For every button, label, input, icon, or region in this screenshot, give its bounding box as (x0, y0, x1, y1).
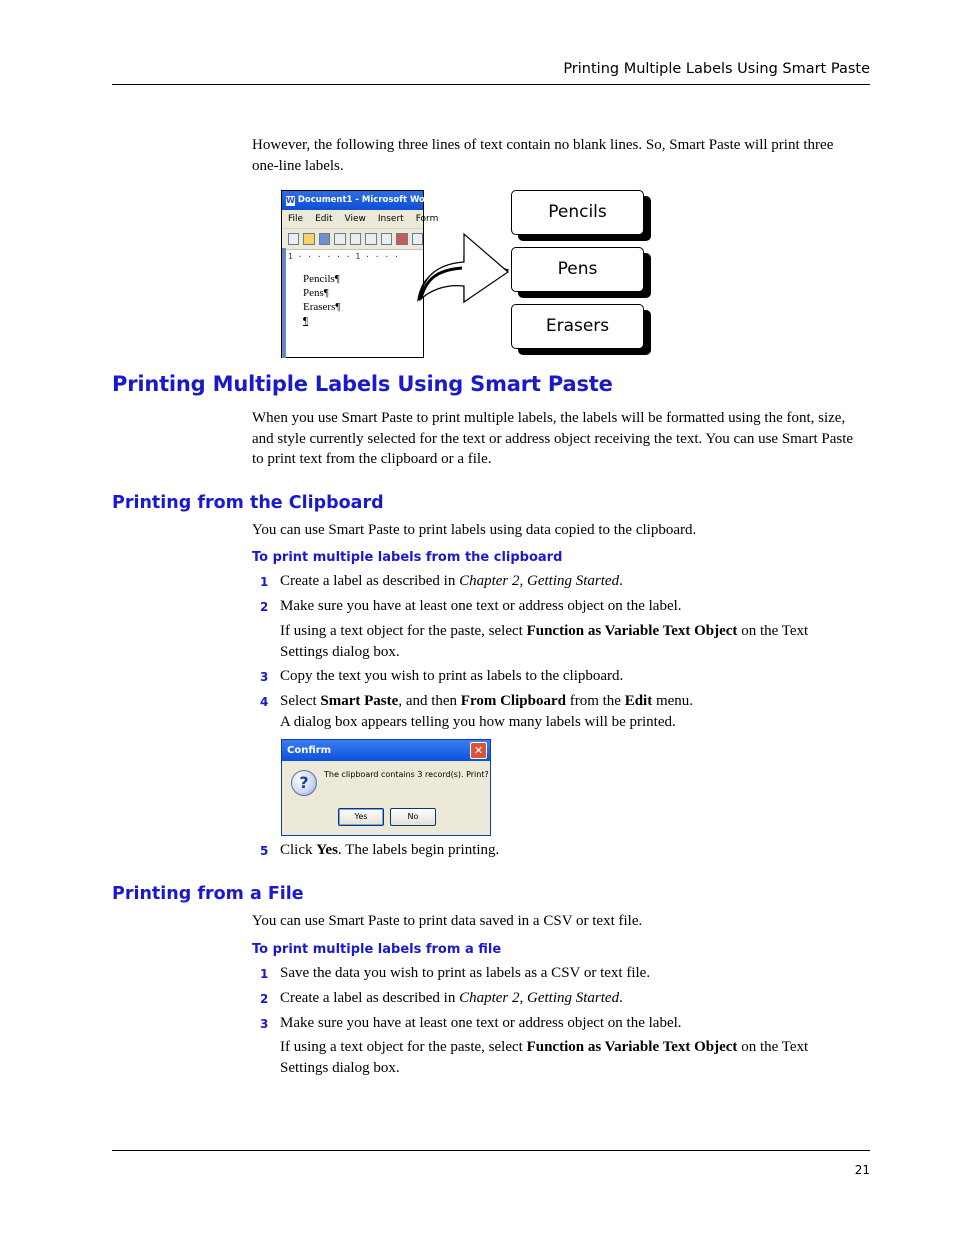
heading-printing-from-clipboard: Printing from the Clipboard (112, 493, 384, 513)
clipboard-step-2-note: If using a text object for the paste, select Function as Variable Text Object on the Text Settings dialog box. (280, 623, 809, 660)
dialog-title: Confirm (282, 740, 490, 761)
step-text: Save the data you wish to print as labels as a CSV or text file. (280, 965, 651, 981)
open-folder-icon (303, 233, 314, 245)
confirm-dialog-screenshot (281, 739, 491, 836)
word-document-area (282, 272, 423, 328)
word-titlebar (282, 191, 423, 210)
step-text: Make sure you have at least one text or address object on the label. (280, 1015, 682, 1031)
step-number: 3 (260, 1017, 269, 1031)
label-card-pencils: Pencils (511, 190, 644, 235)
word-window-screenshot (281, 190, 439, 358)
step-number: 2 (260, 992, 269, 1006)
word-menu-insert: Insert (377, 214, 404, 224)
print-preview-icon (365, 233, 376, 245)
label-card-erasers: Erasers (511, 304, 644, 349)
step-text: Create a label as described in Chapter 2, Getting Started. (280, 573, 623, 589)
chapter-reference: Chapter 2, Getting Started (459, 990, 620, 1006)
word-menu-view: View (344, 214, 366, 224)
dialog-message: The clipboard contains 3 record(s). Print? (324, 770, 489, 779)
research-icon (396, 233, 407, 245)
word-menu-format: Form (415, 214, 439, 224)
heading-printing-from-file: Printing from a File (112, 884, 304, 904)
question-icon: ? (291, 770, 317, 796)
step-number: 1 (260, 967, 269, 981)
footer-rule (112, 1150, 870, 1151)
step-text: Select Smart Paste, and then From Clipboard from the Edit menu. (280, 693, 694, 709)
procedure-heading-file: To print multiple labels from a file (252, 942, 502, 957)
running-header: Printing Multiple Labels Using Smart Paste (563, 61, 870, 77)
new-doc-icon (288, 233, 299, 245)
word-doc-line-pencils: Pencils¶ (303, 273, 340, 285)
step-number: 2 (260, 600, 269, 614)
word-title: Document1 - Microsoft Wo (297, 195, 425, 205)
step-number: 5 (260, 844, 269, 858)
label-card-pens: Pens (511, 247, 644, 292)
save-icon (319, 233, 330, 245)
step-number: 4 (260, 695, 269, 709)
intro-paragraph: However, the following three lines of text contain no blank lines. So, Smart Paste will print three one-line labels. (252, 137, 834, 174)
step-number: 1 (260, 575, 269, 589)
permission-icon (334, 233, 345, 245)
step-text: Make sure you have at least one text or address object on the label. (280, 598, 682, 614)
chapter-reference: Chapter 2, Getting Started (459, 573, 620, 589)
section1-paragraph: When you use Smart Paste to print multiple labels, the labels will be formatted using the font, size, and style currently selected for the text or address object receiving the text. You can use Smart Paste to print text from the clipboard or a file. (252, 410, 854, 467)
step-text: Create a label as described in Chapter 2, Getting Started. (280, 990, 623, 1006)
file-step-3-note: If using a text object for the paste, select Function as Variable Text Object on the Text Settings dialog box. (280, 1039, 809, 1076)
word-doc-line-pens: Pens¶ (303, 287, 329, 299)
step-text: Click Yes. The labels begin printing. (280, 842, 500, 858)
word-toolbar (282, 228, 423, 249)
arrow-outline (418, 232, 513, 304)
spelling-icon (381, 233, 392, 245)
page-number: 21 (854, 1163, 870, 1177)
step-number: 3 (260, 670, 269, 684)
header-rule (112, 84, 870, 85)
yes-button: Yes (338, 808, 384, 826)
heading-printing-multiple-labels: Printing Multiple Labels Using Smart Paste (112, 372, 613, 396)
no-button: No (390, 808, 436, 826)
section3-paragraph: You can use Smart Paste to print data saved in a CSV or text file. (252, 913, 643, 929)
word-menubar (282, 210, 439, 228)
step-text: Copy the text you wish to print as labels to the clipboard. (280, 668, 624, 684)
close-icon: ✕ (470, 742, 487, 759)
print-icon (350, 233, 361, 245)
word-doc-line-empty: ¶ (303, 315, 308, 327)
word-menu-file: File (288, 214, 304, 224)
word-ruler: 1 · · · · · · 1 · · · · (282, 249, 423, 264)
word-app-icon: W (286, 195, 295, 205)
clipboard-step-4-note: A dialog box appears telling you how many labels will be printed. (280, 714, 676, 730)
procedure-heading-clipboard: To print multiple labels from the clipboard (252, 550, 563, 565)
word-menu-edit: Edit (315, 214, 333, 224)
section2-paragraph: You can use Smart Paste to print labels using data copied to the clipboard. (252, 522, 697, 538)
word-doc-line-erasers: Erasers¶ (303, 301, 341, 313)
